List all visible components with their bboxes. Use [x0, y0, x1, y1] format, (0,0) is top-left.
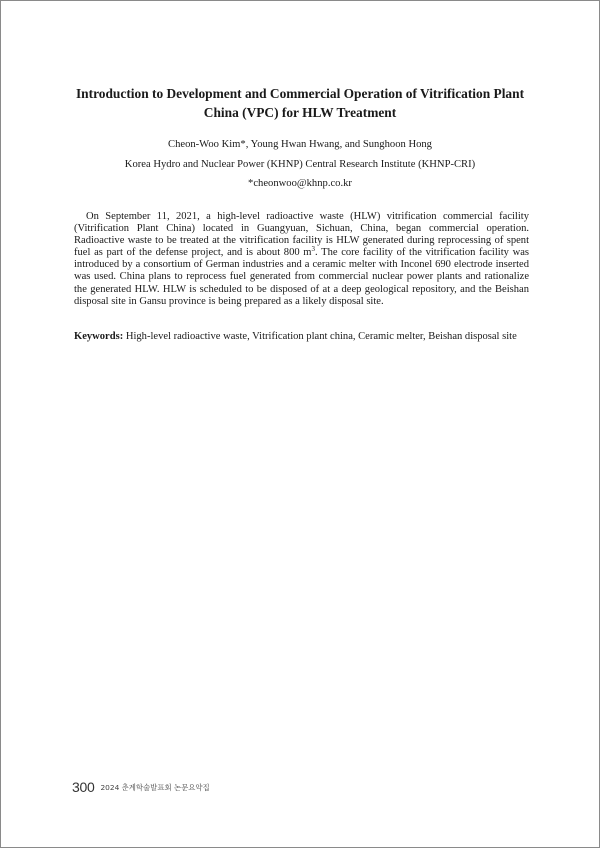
abstract-body	[74, 211, 529, 308]
abstract-text-part-2: . The core facility of the vitrification facility was introduced by a consortium of German industries and a ceramic melter with Inconel 690 electrode inserted was used. China plans to reprocess fuel generated from commercial nuclear power plants and rationalize the generated HLW. HLW is scheduled to be disposed of at a deep geological repository, and the Beishan disposal site in Gansu province is being prepared as a likely disposal site.	[74, 247, 529, 307]
cubic-superscript: 3	[311, 245, 316, 254]
keywords-section	[74, 330, 529, 343]
affiliation: Korea Hydro and Nuclear Power (KHNP) Central Research Institute (KHNP-CRI)	[124, 159, 476, 170]
page-number: 300	[72, 779, 95, 795]
paper-title-line-1: Introduction to Development and Commercial Operation of Vitrification Plant	[75, 86, 525, 101]
keywords-list: High-level radioactive waste, Vitrification plant china, Ceramic melter, Beishan disposal site	[123, 331, 517, 342]
corresponding-email: *cheonwoo@khnp.co.kr	[248, 178, 352, 189]
paper-title-line-2: China (VPC) for HLW Treatment	[203, 105, 397, 120]
page-footer	[72, 779, 210, 797]
abstract-text-part-1: On September 11, 2021, a high-level radioactive waste (HLW) vitrification commercial facility (Vitrification Plant China) located in Guangyuan, Sichuan, China, began commercial operation. Radioactive waste to be treated at the vitrification facility is HLW generated during reprocessing of spent fuel as part of the defense project, and is about 800 m	[74, 211, 529, 259]
author-list: Cheon-Woo Kim*, Young Hwan Hwang, and Sunghoon Hong	[168, 139, 432, 150]
proceedings-title: 2024 춘계학술발표회 논문요약집	[100, 783, 210, 792]
keywords-label: Keywords:	[74, 331, 124, 342]
paper-title	[70, 84, 530, 122]
